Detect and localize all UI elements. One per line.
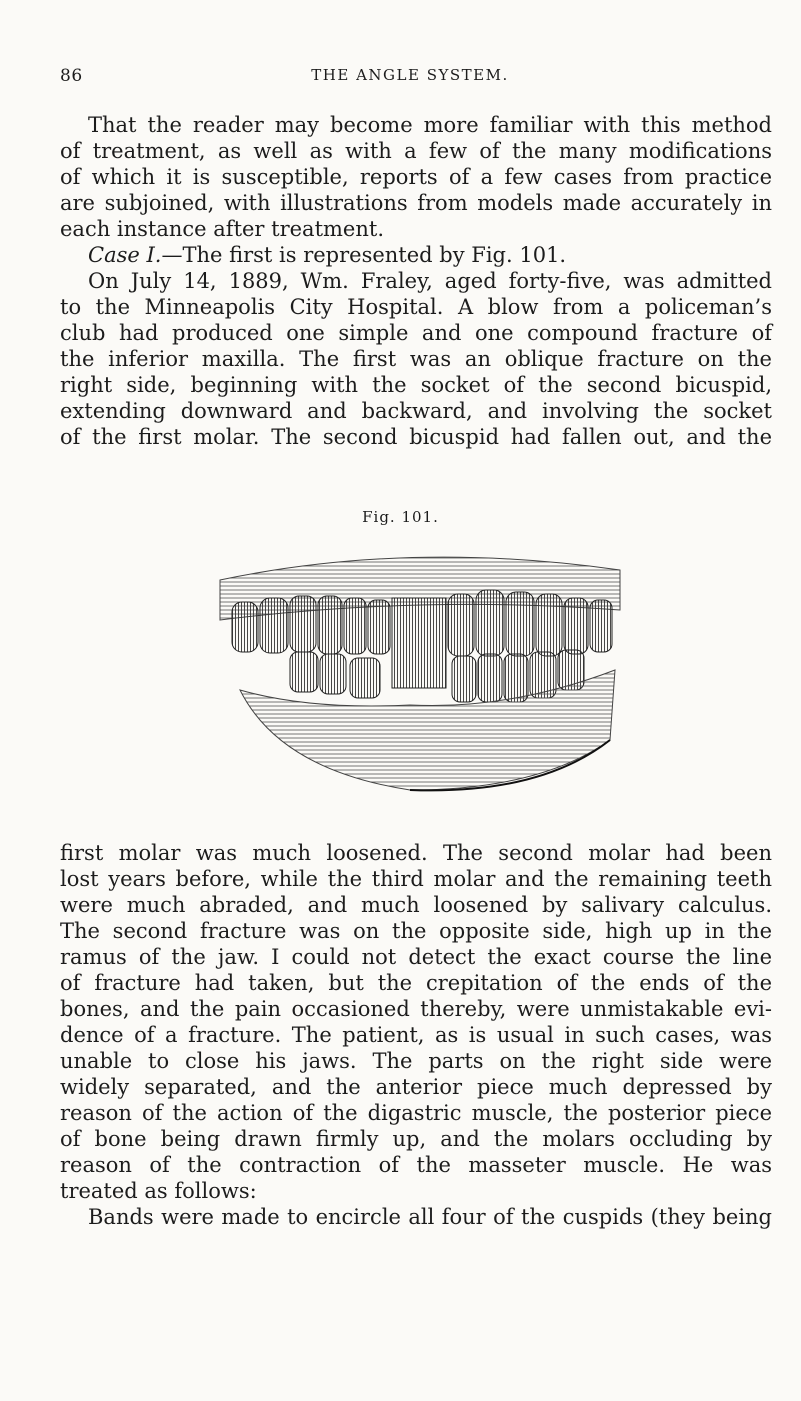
case-heading	[60, 242, 772, 268]
text-line: ramus of the jaw. I could not detect the exact course the line	[60, 945, 772, 969]
text-line: right side, beginning with the socket of the second bicuspid,	[60, 373, 772, 397]
case-paragraph	[60, 268, 772, 450]
text-line: bones, and the pain occasioned thereby, were unmistakable evi-	[60, 997, 772, 1021]
text-line: each instance after treatment.	[60, 217, 384, 241]
running-title: THE ANGLE SYSTEM.	[311, 66, 509, 84]
text-line: extending downward and backward, and involving the socket	[60, 399, 772, 423]
jaw-model-illustration	[210, 540, 630, 800]
text-line: The second fracture was on the opposite side, high up in the	[60, 919, 772, 943]
text-line: unable to close his jaws. The parts on the right side were	[60, 1049, 772, 1073]
intro-paragraph	[60, 112, 772, 242]
text-line: first molar was much loosened. The second molar had been	[60, 841, 772, 865]
text-line: of treatment, as well as with a few of the many modifications	[60, 139, 772, 163]
text-line: of the first molar. The second bicuspid had fallen out, and the	[60, 425, 772, 449]
text-line: of fracture had taken, but the crepitation of the ends of the	[60, 971, 772, 995]
text-line: club had produced one simple and one compound fracture of	[60, 321, 772, 345]
text-line: the inferior maxilla. The first was an oblique fracture on the	[60, 347, 772, 371]
text-line: That the reader may become more familiar with this method	[88, 113, 772, 137]
case-text: —The first is represented by Fig. 101.	[161, 243, 567, 267]
case-paragraph-continued	[60, 840, 772, 1230]
text-line: reason of the contraction of the masseter muscle. He was	[60, 1153, 772, 1177]
text-line: dence of a fracture. The patient, as is usual in such cases, was	[60, 1023, 772, 1047]
text-line: treated as follows:	[60, 1179, 257, 1203]
text-line: lost years before, while the third molar and the remaining teeth	[60, 867, 772, 891]
text-line: of bone being drawn firmly up, and the molars occluding by	[60, 1127, 772, 1151]
case-label: Case I.	[88, 243, 162, 267]
text-line: of which it is susceptible, reports of a few cases from practice	[60, 165, 772, 189]
text-line: are subjoined, with illustrations from models made accurately in	[60, 191, 772, 215]
figure-label: Fig. 101.	[362, 508, 439, 526]
text-line: widely separated, and the anterior piece much depressed by	[60, 1075, 772, 1099]
text-line: Bands were made to encircle all four of the cuspids (they being	[88, 1205, 772, 1229]
text-line: to the Minneapolis City Hospital. A blow from a policeman’s	[60, 295, 772, 319]
text-line: were much abraded, and much loosened by salivary calculus.	[60, 893, 772, 917]
running-head	[60, 66, 760, 90]
text-line: On July 14, 1889, Wm. Fraley, aged forty-five, was admitted	[88, 269, 772, 293]
page-number: 86	[60, 66, 83, 86]
text-line: reason of the action of the digastric muscle, the posterior piece	[60, 1101, 772, 1125]
